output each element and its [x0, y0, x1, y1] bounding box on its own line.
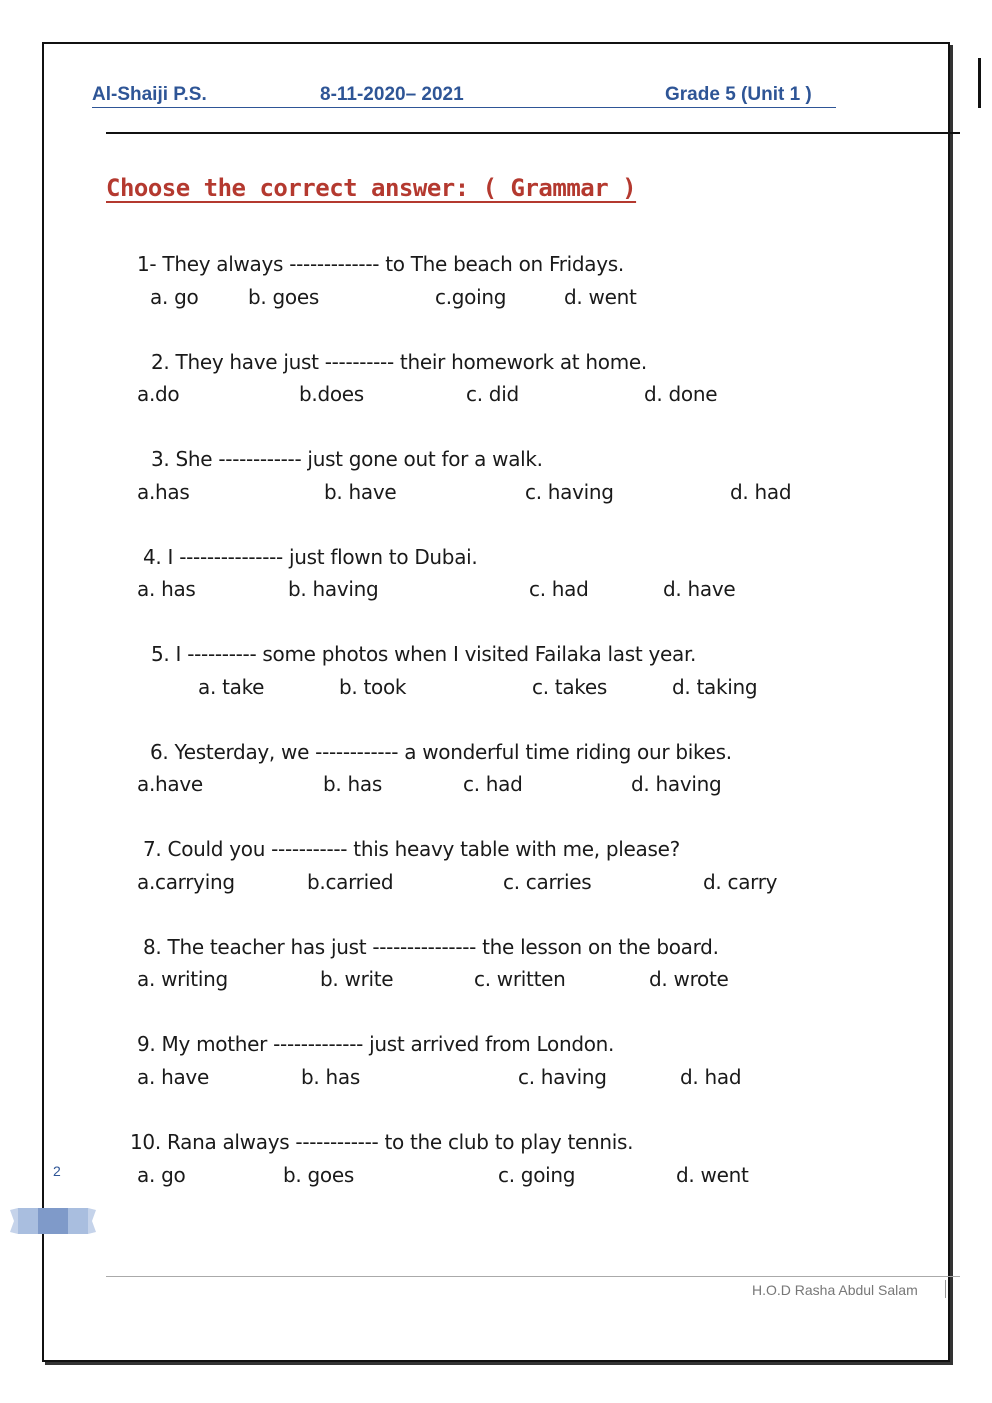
option-2a[interactable]: a.do [137, 382, 180, 406]
option-9b[interactable]: b. has [301, 1065, 360, 1089]
option-5d[interactable]: d. taking [672, 675, 758, 699]
option-7d[interactable]: d. carry [703, 870, 778, 894]
question-5: 5. I ---------- some photos when I visited Failaka last year. [151, 642, 697, 666]
header-rule [106, 132, 960, 134]
option-6b[interactable]: b. has [323, 772, 382, 796]
option-4d[interactable]: d. have [663, 577, 736, 601]
option-10c[interactable]: c. going [498, 1163, 576, 1187]
option-2c[interactable]: c. did [466, 382, 519, 406]
option-5a[interactable]: a. take [198, 675, 265, 699]
school-name: Al-Shaiji P.S. [92, 84, 207, 105]
option-1a[interactable]: a. go [150, 285, 199, 309]
option-10b[interactable]: b. goes [283, 1163, 354, 1187]
question-3: 3. She ------------ just gone out for a walk. [151, 447, 543, 471]
option-10d[interactable]: d. went [676, 1163, 749, 1187]
grade-unit: Grade 5 (Unit 1 ) [665, 84, 812, 105]
option-1c[interactable]: c.going [435, 285, 507, 309]
header-underline [92, 107, 836, 108]
option-5b[interactable]: b. took [339, 675, 407, 699]
option-2b[interactable]: b.does [299, 382, 364, 406]
question-6: 6. Yesterday, we ------------ a wonderful time riding our bikes. [150, 740, 732, 764]
option-4a[interactable]: a. has [137, 577, 196, 601]
option-3a[interactable]: a.has [137, 480, 190, 504]
option-7c[interactable]: c. carries [503, 870, 592, 894]
option-4c[interactable]: c. had [529, 577, 589, 601]
option-8c[interactable]: c. written [474, 967, 566, 991]
date: 8-11-2020– 2021 [320, 84, 464, 105]
option-8b[interactable]: b. write [320, 967, 394, 991]
option-1d[interactable]: d. went [564, 285, 637, 309]
option-9a[interactable]: a. have [137, 1065, 209, 1089]
option-2d[interactable]: d. done [644, 382, 718, 406]
option-4b[interactable]: b. having [288, 577, 379, 601]
option-9d[interactable]: d. had [680, 1065, 742, 1089]
option-6c[interactable]: c. had [463, 772, 523, 796]
footer-rule [106, 1276, 960, 1277]
footer-author: H.O.D Rasha Abdul Salam [752, 1282, 918, 1298]
question-1: 1- They always ------------- to The beach on Fridays. [137, 252, 624, 276]
question-7: 7. Could you ----------- this heavy table with me, please? [143, 837, 680, 861]
question-4: 4. I --------------- just flown to Dubai. [143, 545, 478, 569]
page-title: Choose the correct answer: ( Grammar ) [106, 174, 637, 202]
option-7b[interactable]: b.carried [307, 870, 394, 894]
option-7a[interactable]: a.carrying [137, 870, 235, 894]
option-3b[interactable]: b. have [324, 480, 397, 504]
question-10: 10. Rana always ------------ to the club to play tennis. [130, 1130, 634, 1154]
question-9: 9. My mother ------------- just arrived from London. [137, 1032, 615, 1056]
option-1b[interactable]: b. goes [248, 285, 319, 309]
page-number: 2 [53, 1163, 61, 1179]
option-8a[interactable]: a. writing [137, 967, 228, 991]
question-8: 8. The teacher has just --------------- the lesson on the board. [143, 935, 719, 959]
option-3d[interactable]: d. had [730, 480, 792, 504]
margin-mark [978, 58, 981, 108]
option-9c[interactable]: c. having [518, 1065, 607, 1089]
option-8d[interactable]: d. wrote [649, 967, 729, 991]
option-10a[interactable]: a. go [137, 1163, 186, 1187]
option-6a[interactable]: a.have [137, 772, 203, 796]
question-2: 2. They have just ---------- their homework at home. [151, 350, 647, 374]
option-6d[interactable]: d. having [631, 772, 722, 796]
option-3c[interactable]: c. having [525, 480, 614, 504]
ribbon-decoration [10, 1206, 96, 1236]
option-5c[interactable]: c. takes [532, 675, 608, 699]
footer-separator [945, 1280, 946, 1298]
